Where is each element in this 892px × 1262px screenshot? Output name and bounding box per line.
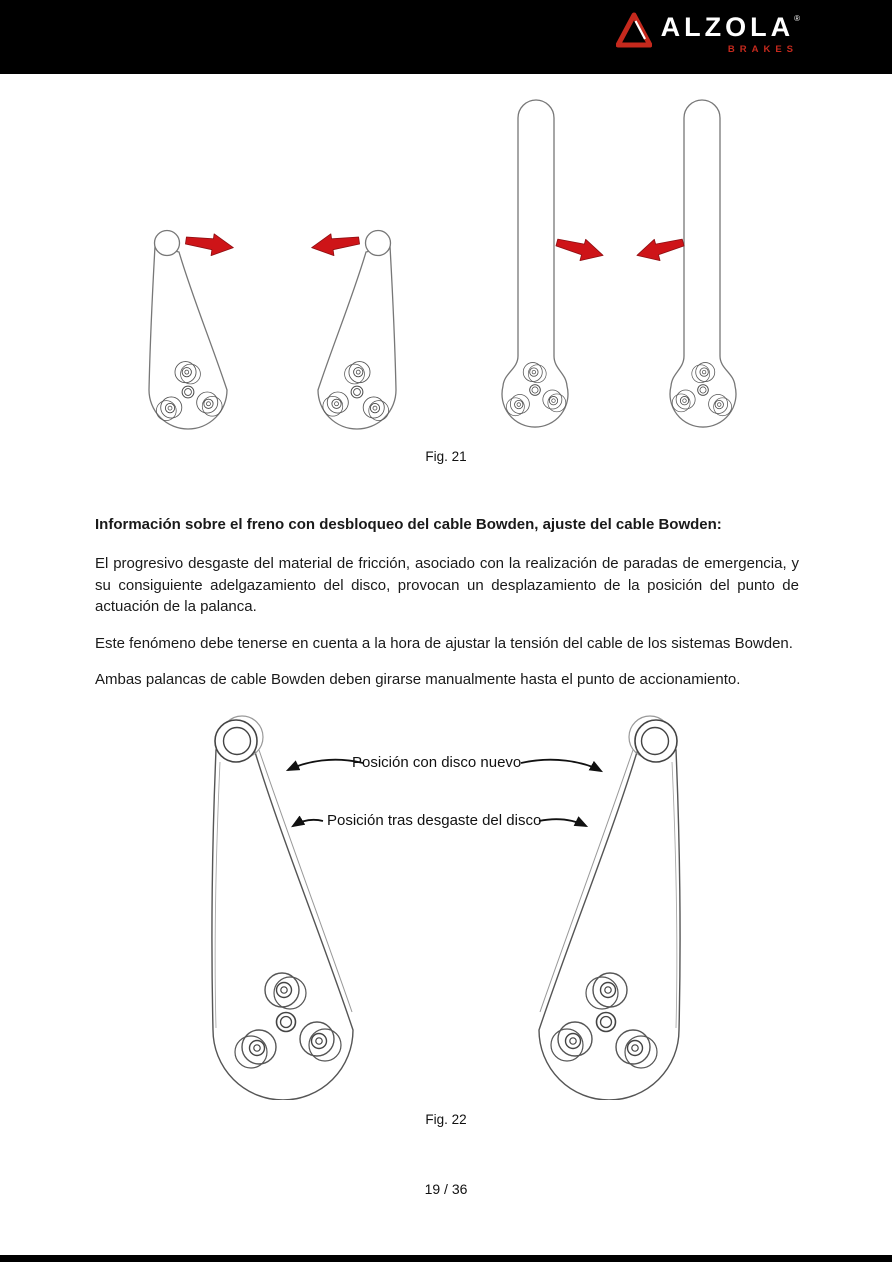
header-bar [0, 0, 892, 74]
logo-text [661, 12, 800, 55]
lever-short-right [318, 231, 396, 430]
brand-name: ALZOLA [660, 12, 795, 42]
logo-triangle-icon [616, 12, 652, 50]
fig22-caption: Fig. 22 [425, 1112, 467, 1127]
alzola-logo [616, 12, 800, 55]
rotate-right-arrow-icon [184, 230, 235, 258]
paragraph-levers: Ambas palancas de cable Bowden deben girarse manualmente hasta el punto de accionamiento. [95, 671, 741, 688]
fig21-illustration [0, 95, 892, 435]
brand-subtitle: BRAKES [727, 44, 798, 55]
push-left-arrow-icon [634, 232, 686, 266]
paragraph-tension: Este fenómeno debe tenerse en cuenta a la hora de ajustar la tensión del cable de los sistemas Bowden. [95, 634, 793, 652]
paragraph-wear: El progresivo desgaste del material de fricción, asociado con la realización de paradas de emergencia, y su consiguiente adelgazamiento del disco, provocan un desplazamiento de la posición del punto de actuación de la palanca. [95, 555, 799, 615]
push-right-arrow-icon [554, 232, 606, 266]
lever-long-left [502, 100, 568, 427]
registered-mark: ® [794, 14, 800, 23]
label-new-disc-position: Posición con disco nuevo [352, 754, 522, 771]
section-text [95, 514, 799, 706]
lever-big-left [212, 716, 353, 1100]
lever-big-right [539, 716, 680, 1100]
fig21-caption: Fig. 21 [425, 449, 467, 464]
lever-short-left [149, 231, 227, 430]
page-number: 19 / 36 [424, 1181, 468, 1197]
footer-bar [0, 1255, 892, 1262]
rotate-left-arrow-icon [310, 230, 361, 258]
label-worn-disc-position: Posición tras desgaste del disco [327, 812, 542, 829]
lever-long-right [670, 100, 736, 427]
section-heading: Información sobre el freno con desbloqueo del cable Bowden, ajuste del cable Bowden: [95, 516, 722, 533]
